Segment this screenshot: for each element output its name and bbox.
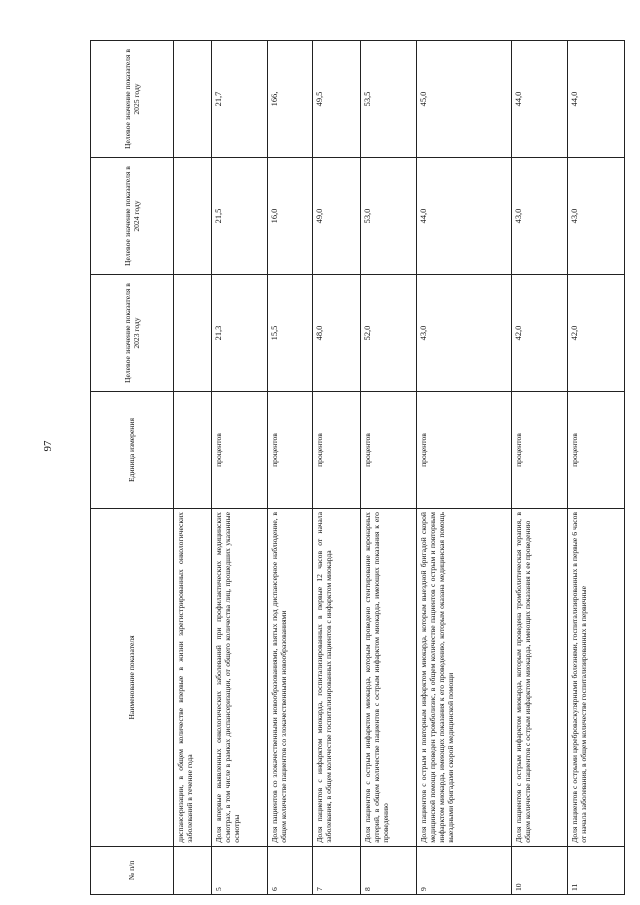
indicator-name: Доля пациентов с острым и повторным инфарктом миокарда, которым выездной бригадой скорой медицинской помощи проведен тромболизис, в общем количестве пациентов с острым и повторным инфарктом миокарда, имеющих показания к его проведению, которым оказана медицинская помощь выездными бригадами скорой медицинской помощи: [416, 509, 511, 847]
header-unit: Единица измерения: [91, 392, 174, 509]
indicator-table-container: [90, 40, 625, 895]
table-row: [511, 41, 567, 895]
value-2023: [174, 275, 212, 392]
value-2023: 21,3: [211, 275, 267, 392]
table-row: [174, 41, 212, 895]
row-number: [174, 846, 212, 894]
value-2024: 43,0: [567, 158, 624, 275]
value-2024: 16,0: [267, 158, 312, 275]
row-number: 11: [567, 846, 624, 894]
value-2023: 48,0: [313, 275, 360, 392]
table-row: [567, 41, 624, 895]
indicator-name: диспансеризации, в общем количестве впервые в жизни зарегистрированных онкологических заболеваний в течение года: [174, 509, 212, 847]
value-2023: 43,0: [416, 275, 511, 392]
header-num: № п/п: [91, 846, 174, 894]
value-2024: 21,5: [211, 158, 267, 275]
table-row: [211, 41, 267, 895]
unit-of-measure: процентов: [416, 392, 511, 509]
value-2025: 21,7: [211, 41, 267, 158]
row-number: 10: [511, 846, 567, 894]
header-value-2025: Целевое значение показателя в 2025 году: [91, 41, 174, 158]
table-body: [174, 41, 625, 895]
value-2024: 49,0: [313, 158, 360, 275]
table-row: [416, 41, 511, 895]
indicator-name: Доля впервые выявленных онкологических заболеваний при профилактических медицинских осмотрах, в том числе в рамках диспансеризации, от общего количества лиц, прошедших указанные осмотры: [211, 509, 267, 847]
value-2024: 53,0: [360, 158, 416, 275]
unit-of-measure: процентов: [567, 392, 624, 509]
value-2024: 43,0: [511, 158, 567, 275]
row-number: 6: [267, 846, 312, 894]
indicator-name: Доля пациентов с острым инфарктом миокарда, которым проведено стентирование коронарных артерий, в общем количестве пациентов с острым инфарктом миокарда, имеющих показания к его проведению: [360, 509, 416, 847]
value-2025: 44,0: [567, 41, 624, 158]
header-value-2023: Целевое значение показателя в 2023 году: [91, 275, 174, 392]
unit-of-measure: процентов: [267, 392, 312, 509]
header-name: Наименование показателя: [91, 509, 174, 847]
row-number: 9: [416, 846, 511, 894]
unit-of-measure: процентов: [211, 392, 267, 509]
table-row: [313, 41, 360, 895]
value-2023: 42,0: [567, 275, 624, 392]
value-2023: 52,0: [360, 275, 416, 392]
unit-of-measure: процентов: [511, 392, 567, 509]
row-number: 5: [211, 846, 267, 894]
value-2023: 15,5: [267, 275, 312, 392]
value-2025: 45,0: [416, 41, 511, 158]
table-row: [267, 41, 312, 895]
value-2025: [174, 41, 212, 158]
unit-of-measure: [174, 392, 212, 509]
row-number: 7: [313, 846, 360, 894]
value-2023: 42,0: [511, 275, 567, 392]
header-value-2024: Целевое значение показателя в 2024 году: [91, 158, 174, 275]
value-2025: 49,5: [313, 41, 360, 158]
indicator-name: Доля пациентов со злокачественными новообразованиями, взятых под диспансерное наблюдение, в общем количестве пациентов со злокачественными новообразованиями: [267, 509, 312, 847]
value-2025: 166,: [267, 41, 312, 158]
unit-of-measure: процентов: [313, 392, 360, 509]
value-2024: 44,0: [416, 158, 511, 275]
value-2024: [174, 158, 212, 275]
table-row: [360, 41, 416, 895]
indicator-name: Доля пациентов с острыми цереброваскулярными болезнями, госпитализированных в первые 6 часов от начала заболевания, в общем количестве госпитализированных в первичные: [567, 509, 624, 847]
indicator-table: [90, 40, 625, 895]
value-2025: 44,0: [511, 41, 567, 158]
indicator-name: Доля пациентов с острым инфарктом миокарда, которым проведена тромболитическая терапия, в общем количестве пациентов с острым инфарктом миокарда, имеющих показания к ее проведению: [511, 509, 567, 847]
value-2025: 53,5: [360, 41, 416, 158]
unit-of-measure: процентов: [360, 392, 416, 509]
page-number: 97: [42, 440, 54, 452]
row-number: 8: [360, 846, 416, 894]
table-header-row: [91, 41, 174, 895]
indicator-name: Доля пациентов с инфарктом миокарда, госпитализированных в первые 12 часов от начала заболевания, в общем количестве госпитализированных пациентов с инфарктом миокарда: [313, 509, 360, 847]
